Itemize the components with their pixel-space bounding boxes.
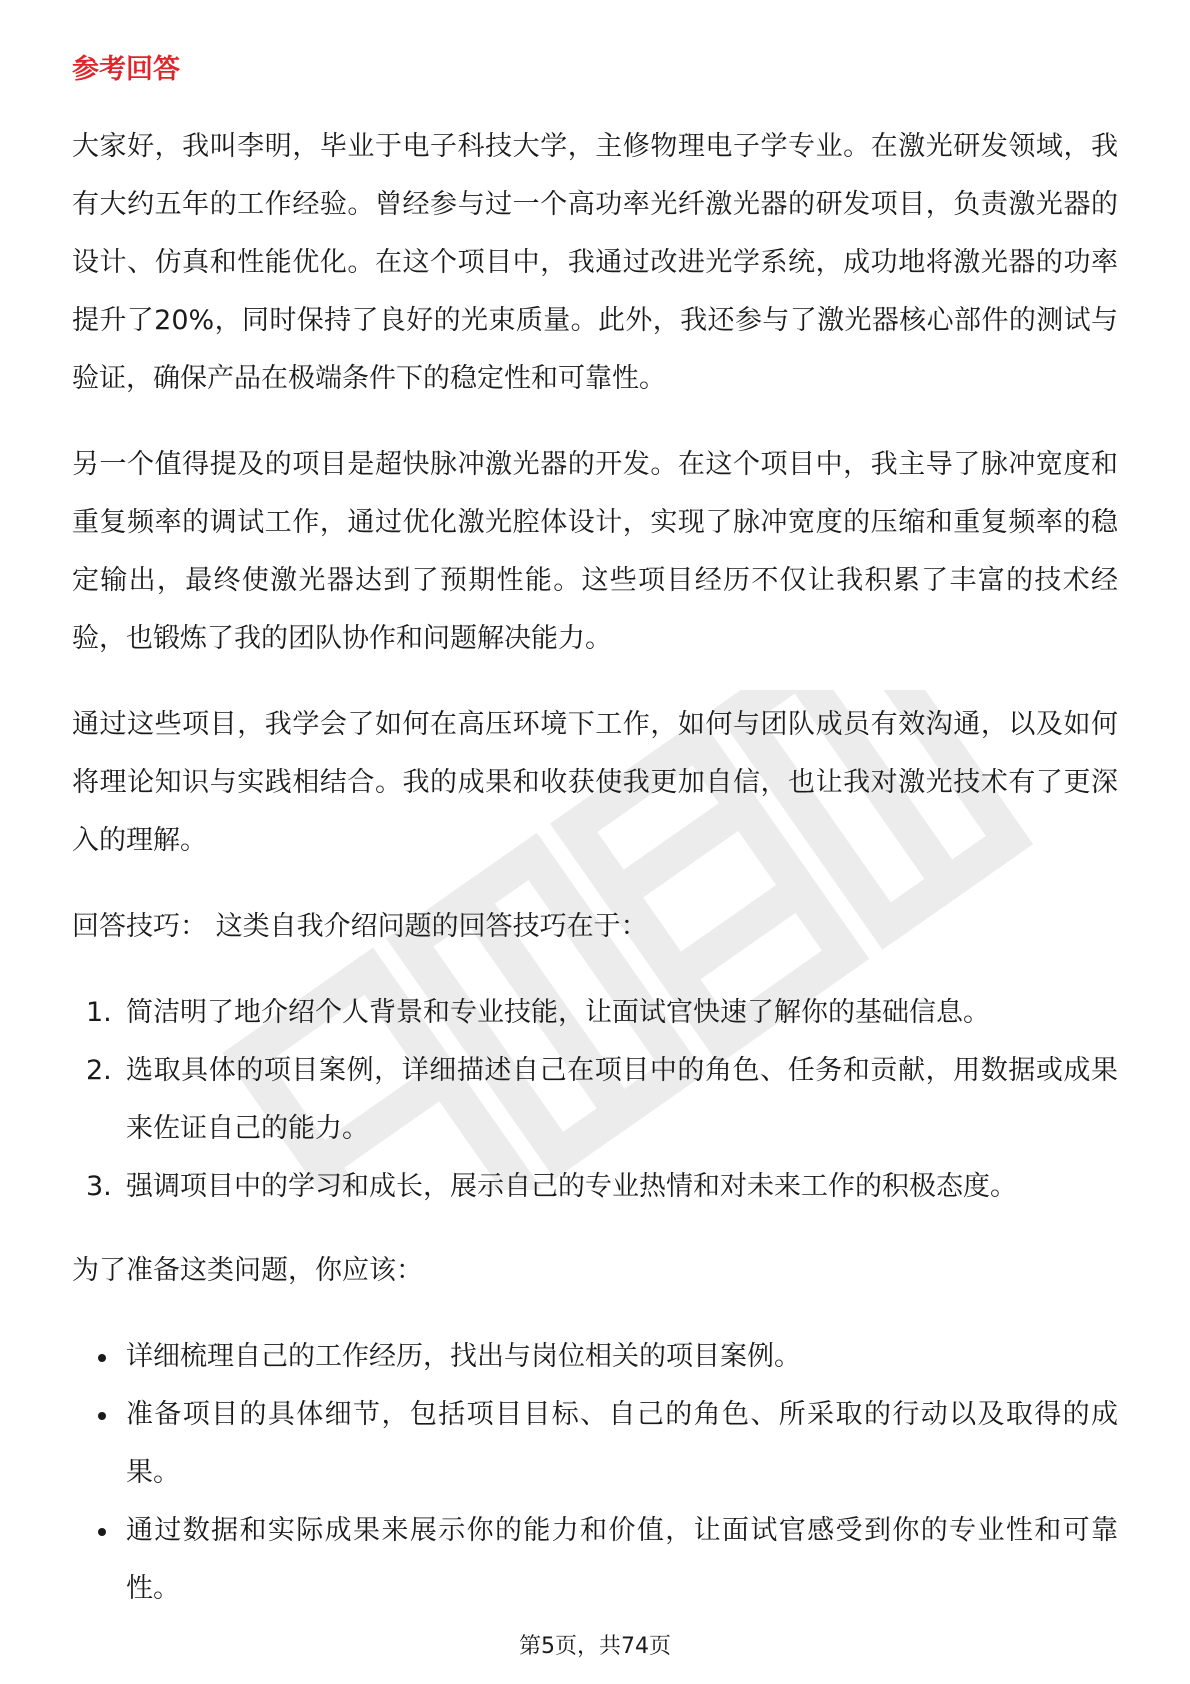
list-item-text: 准备项目的具体细节，包括项目目标、自己的角色、所采取的行动以及取得的成果。 (126, 1399, 1118, 1488)
list-item-text: 通过数据和实际成果来展示你的能力和价值，让面试官感受到你的专业性和可靠性。 (126, 1515, 1118, 1604)
page-footer: 第5页，共74页 (519, 1634, 671, 1659)
prep-list (72, 1328, 1118, 1618)
document-page (72, 50, 1118, 1644)
paragraph-learning: 通过这些项目，我学会了如何在高压环境下工作，如何与团队成员有效沟通，以及如何将理论知识与实践相结合。我的成果和收获使我更加自信，也让我对激光技术有了更深入的理解。 (72, 709, 1118, 856)
list-item (72, 1042, 1118, 1158)
list-number: 2. (86, 1055, 112, 1086)
list-item-text: 详细梳理自己的工作经历，找出与岗位相关的项目案例。 (126, 1341, 801, 1372)
list-item (72, 1328, 1118, 1386)
paragraph-intro: 大家好，我叫李明，毕业于电子科技大学，主修物理电子学专业。在激光研发领域，我有大约五年的工作经验。曾经参与过一个高功率光纤激光器的研发项目，负责激光器的设计、仿真和性能优化。在这个项目中，我通过改进光学系统，成功地将激光器的功率提升了20%，同时保持了良好的光束质量。此外，我还参与了激光器核心部件的测试与验证，确保产品在极端条件下的稳定性和可靠性。 (72, 131, 1118, 394)
list-item (72, 1158, 1118, 1216)
list-item (72, 984, 1118, 1042)
list-number: 1. (86, 997, 112, 1028)
paragraph-project: 另一个值得提及的项目是超快脉冲激光器的开发。在这个项目中，我主导了脉冲宽度和重复频率的调试工作，通过优化激光腔体设计，实现了脉冲宽度的压缩和重复频率的稳定输出，最终使激光器达到了预期性能。这些项目经历不仅让我积累了丰富的技术经验，也锻炼了我的团队协作和问题解决能力。 (72, 449, 1118, 654)
prep-intro: 为了准备这类问题，你应该： (72, 1255, 423, 1286)
tips-intro: 回答技巧： 这类自我介绍问题的回答技巧在于： (72, 911, 648, 942)
section-title: 参考回答 (72, 54, 180, 85)
list-item-text: 简洁明了地介绍个人背景和专业技能，让面试官快速了解你的基础信息。 (126, 997, 990, 1028)
list-item (72, 1502, 1118, 1618)
list-number: 3. (86, 1171, 112, 1202)
list-item-text: 选取具体的项目案例，详细描述自己在项目中的角色、任务和贡献，用数据或成果来佐证自己的能力。 (126, 1055, 1118, 1144)
list-item (72, 1386, 1118, 1502)
list-item-text: 强调项目中的学习和成长，展示自己的专业热情和对未来工作的积极态度。 (126, 1171, 1017, 1202)
tips-list (72, 984, 1118, 1216)
